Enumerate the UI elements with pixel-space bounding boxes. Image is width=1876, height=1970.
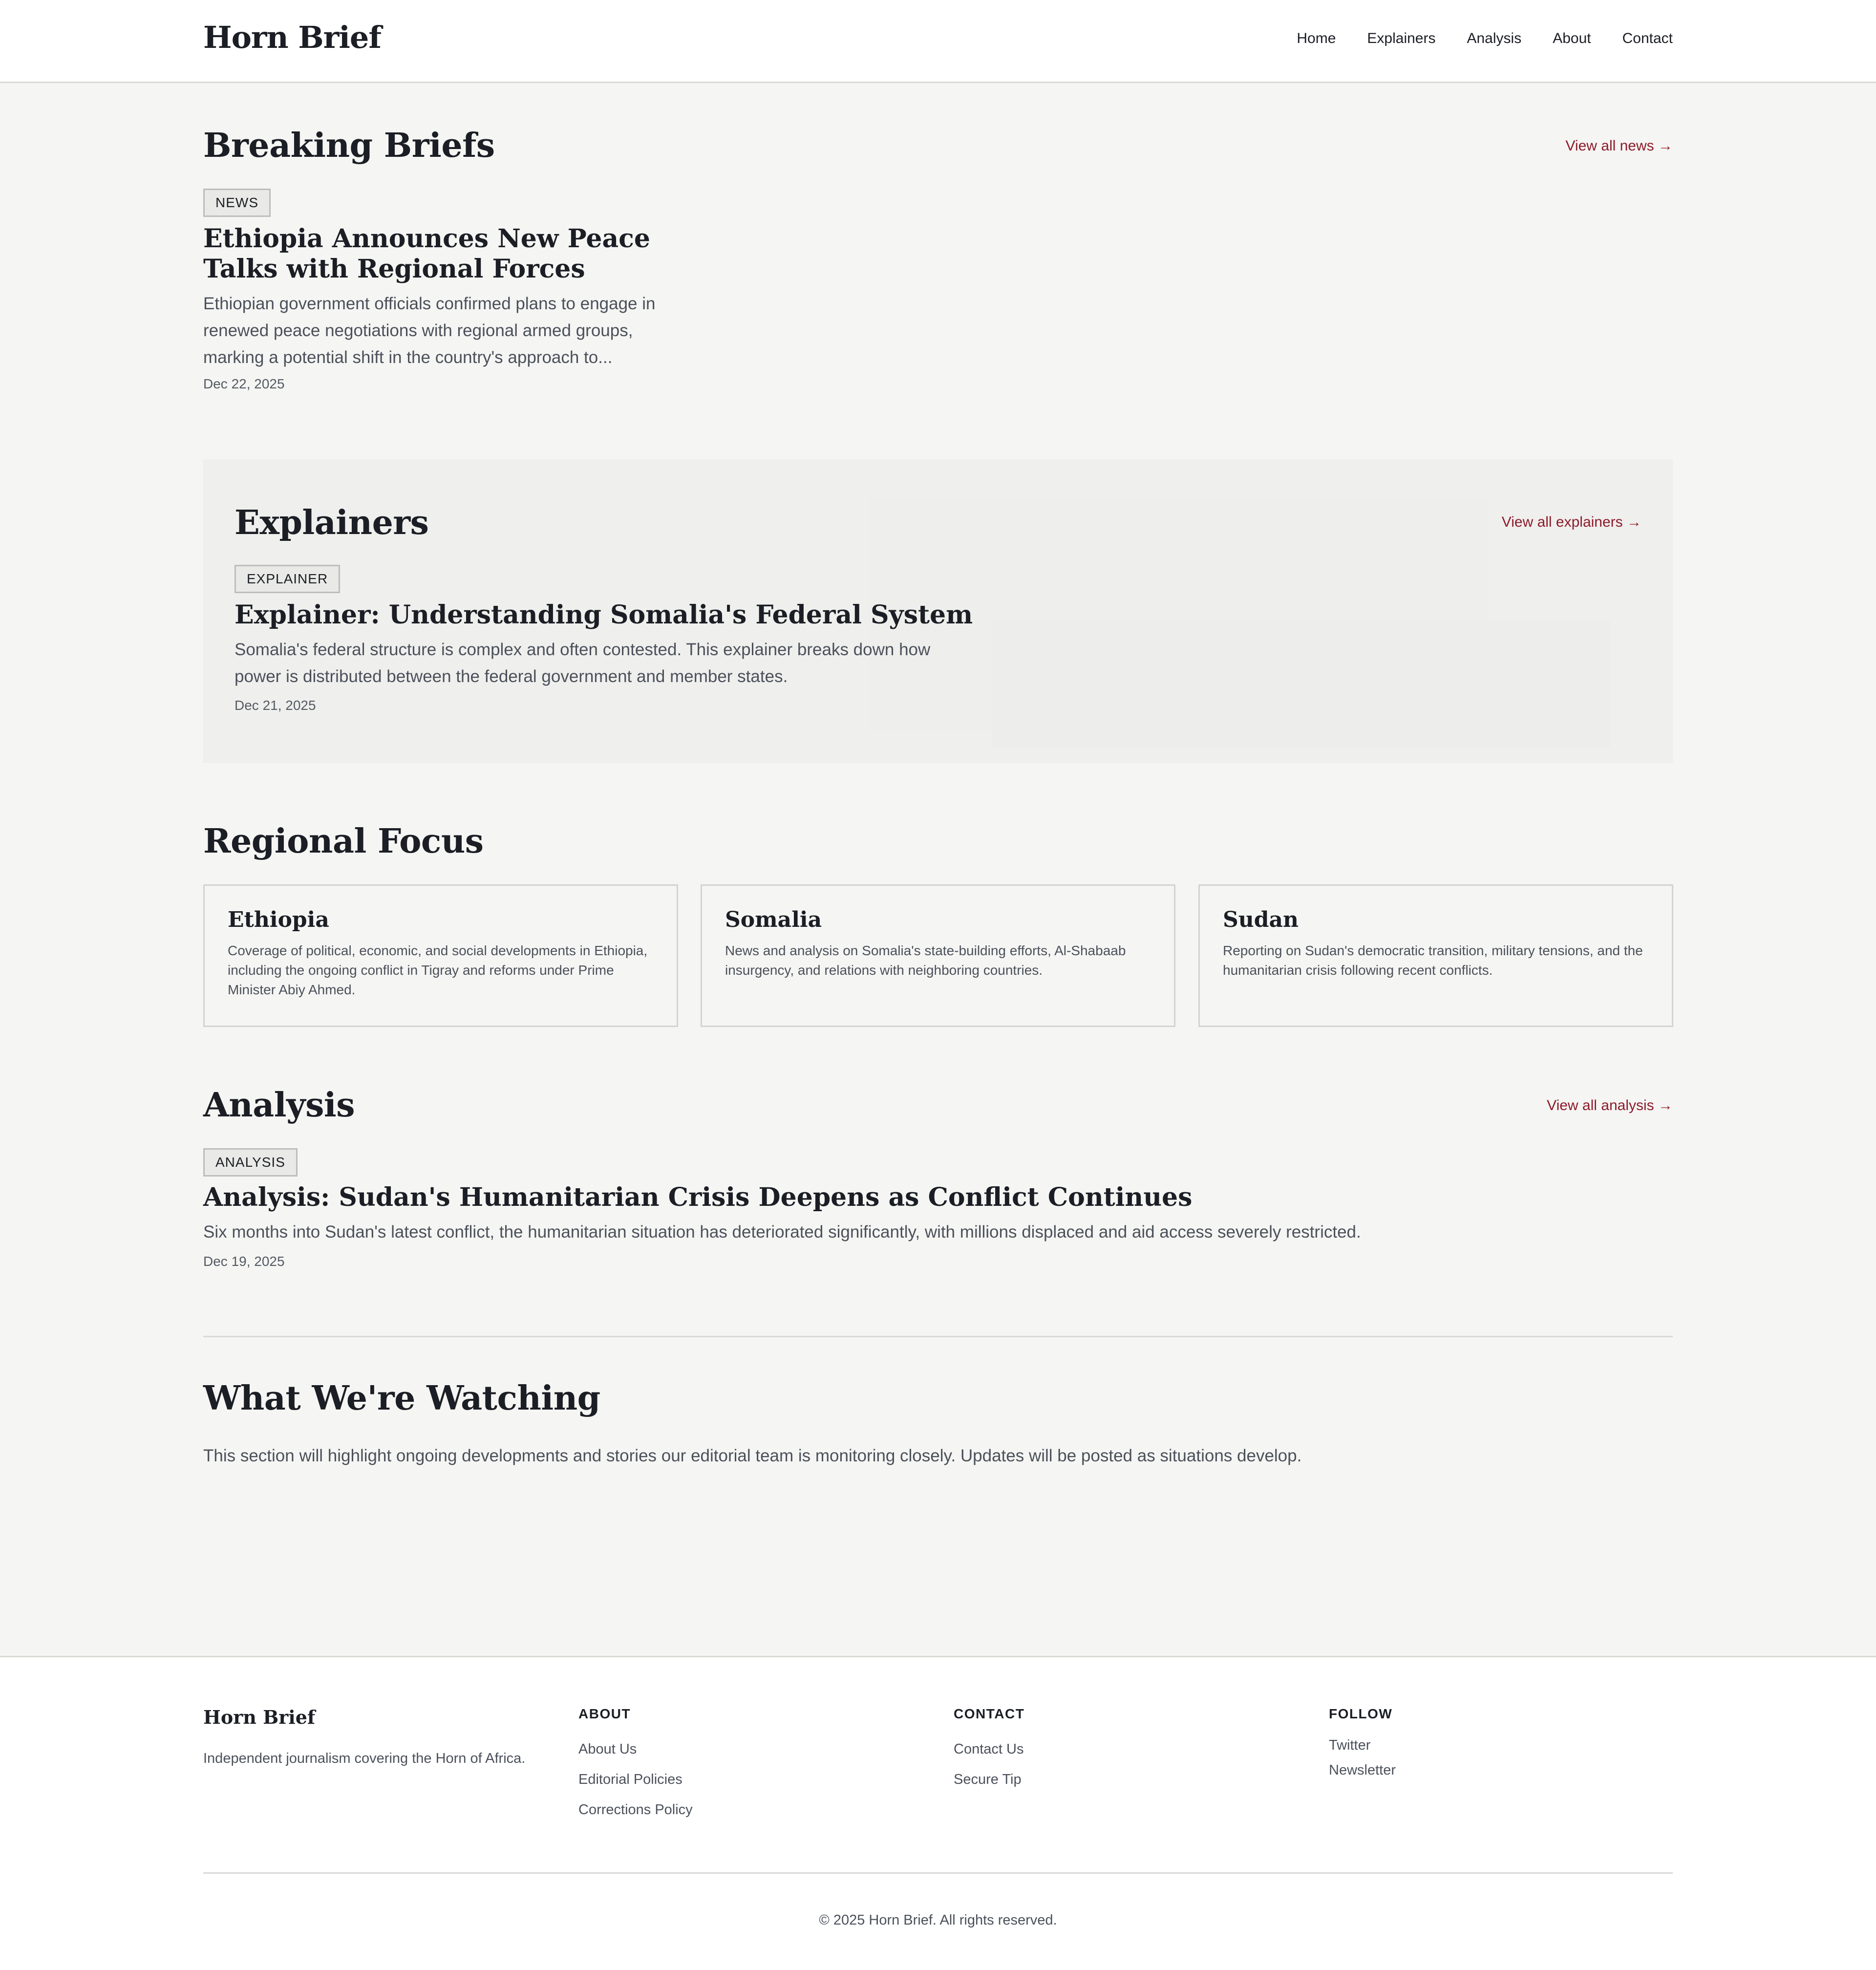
view-all-explainers-link[interactable]: View all explainers →	[1501, 514, 1642, 530]
analysis-article-title[interactable]: Analysis: Sudan's Humanitarian Crisis Deepens as Conflict Continues	[203, 1182, 1193, 1212]
section-divider	[203, 1336, 1673, 1337]
breaking-article-date: Dec 22, 2025	[203, 376, 285, 391]
region-card-title: Sudan	[1223, 907, 1299, 932]
region-card-title: Ethiopia	[228, 907, 329, 932]
region-card-description: News and analysis on Somalia's state-building efforts, Al-Shabaab insurgency, and relations with neighboring countries.	[725, 943, 1126, 978]
region-card-description: Reporting on Sudan's democratic transition, military tensions, and the humanitarian crisis following recent conflicts.	[1223, 943, 1643, 978]
footer-contact-heading: CONTACT	[954, 1706, 1025, 1721]
site-header	[0, 0, 1876, 83]
analysis-tag: ANALYSIS	[203, 1148, 298, 1177]
explainer-article-title[interactable]: Explainer: Understanding Somalia's Federal System	[234, 600, 973, 630]
footer-link-twitter[interactable]: Twitter	[1329, 1737, 1371, 1753]
breaking-article-excerpt: Ethiopian government officials confirmed plans to engage in renewed peace negotiations with regional armed groups, marking a potential shift in the country's approach to...	[203, 294, 656, 367]
footer-about-links	[578, 1741, 693, 1818]
nav-home[interactable]: Home	[1297, 30, 1336, 46]
site-logo[interactable]: Horn Brief	[203, 20, 381, 55]
explainer-image-placeholder-secondary	[992, 621, 1610, 748]
breaking-briefs-title: Breaking Briefs	[203, 126, 495, 165]
footer-about-col	[578, 1706, 693, 1832]
analysis-article-date: Dec 19, 2025	[203, 1254, 285, 1269]
footer-about-heading: ABOUT	[578, 1706, 631, 1721]
footer-link-corrections-policy[interactable]: Corrections Policy	[578, 1802, 693, 1818]
breaking-briefs-section	[203, 126, 1673, 400]
news-tag-wrap	[203, 189, 271, 217]
footer-divider	[203, 1872, 1673, 1874]
nav-analysis[interactable]: Analysis	[1467, 30, 1522, 46]
footer-brand[interactable]: Horn Brief	[203, 1706, 316, 1728]
watching-text: This section will highlight ongoing developments and stories our editorial team is monitoring closely. Updates will be posted as situations develop.	[203, 1446, 1302, 1465]
view-all-analysis-link[interactable]: View all analysis →	[1547, 1097, 1673, 1113]
analysis-title: Analysis	[203, 1086, 355, 1125]
news-tag: NEWS	[203, 189, 271, 217]
nav-contact[interactable]: Contact	[1622, 30, 1673, 46]
nav-explainers[interactable]: Explainers	[1367, 30, 1436, 46]
footer-brand-col	[203, 1706, 555, 1767]
main-nav	[1297, 30, 1673, 47]
footer-link-contact-us[interactable]: Contact Us	[954, 1741, 1024, 1757]
footer-copyright: © 2025 Horn Brief. All rights reserved.	[819, 1912, 1057, 1928]
region-card-somalia[interactable]	[701, 884, 1175, 1027]
analysis-section	[203, 1086, 1673, 1281]
explainer-article-date: Dec 21, 2025	[234, 698, 316, 713]
explainer-tag: EXPLAINER	[234, 565, 340, 593]
explainer-article-excerpt: Somalia's federal structure is complex and often contested. This explainer breaks down how power is distributed between the federal government and member states.	[234, 640, 931, 686]
footer-link-about-us[interactable]: About Us	[578, 1741, 637, 1757]
footer-contact-links	[954, 1741, 1024, 1788]
footer-link-newsletter[interactable]: Newsletter	[1329, 1762, 1396, 1778]
analysis-tag-wrap	[203, 1148, 298, 1177]
footer-contact-col	[954, 1706, 1024, 1802]
footer-tagline: Independent journalism covering the Horn of Africa.	[203, 1751, 526, 1766]
footer-follow-col	[1329, 1706, 1396, 1787]
analysis-article-excerpt: Six months into Sudan's latest conflict, the humanitarian situation has deteriorated significantly, with millions displaced and aid access severely restricted.	[203, 1222, 1361, 1242]
explainers-section	[203, 459, 1673, 763]
footer-link-editorial-policies[interactable]: Editorial Policies	[578, 1772, 682, 1787]
explainers-title: Explainers	[234, 503, 429, 542]
region-card-ethiopia[interactable]	[203, 884, 678, 1027]
view-all-news-link[interactable]: View all news →	[1565, 138, 1673, 154]
regional-focus-title: Regional Focus	[203, 822, 484, 861]
footer-follow-links	[1329, 1737, 1396, 1778]
site-footer	[0, 1656, 1876, 1970]
region-card-description: Coverage of political, economic, and social developments in Ethiopia, including the ongoing conflict in Tigray and reforms under Prime Minister Abiy Ahmed.	[228, 943, 648, 997]
region-card-title: Somalia	[725, 907, 822, 932]
breaking-article-title[interactable]: Ethiopia Announces New Peace Talks with Regional Forces	[203, 224, 650, 284]
footer-follow-heading: FOLLOW	[1329, 1706, 1393, 1721]
watching-section	[203, 1379, 1673, 1477]
explainer-tag-wrap	[234, 565, 340, 593]
region-card-sudan[interactable]	[1198, 884, 1673, 1027]
nav-about[interactable]: About	[1553, 30, 1591, 46]
footer-link-secure-tip[interactable]: Secure Tip	[954, 1772, 1022, 1787]
watching-title: What We're Watching	[203, 1379, 600, 1418]
